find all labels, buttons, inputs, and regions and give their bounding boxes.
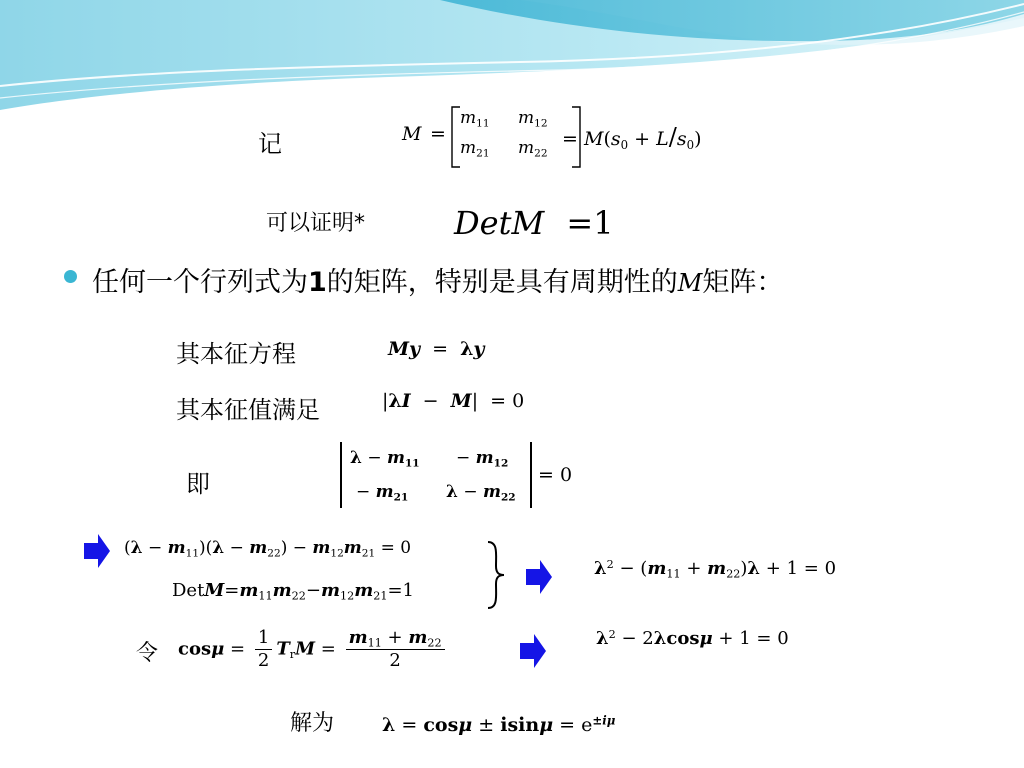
characteristic-equation-cos: $\lambda^2 - 2\lambda\cos\mu + 1 = 0$ <box>596 627 789 649</box>
label-let: 令 <box>136 641 159 666</box>
solution-formula: $\lambda = \cos\mu \pm isin\mu = e^{\pm i\mu}$ <box>382 713 616 736</box>
det-cell-12: − $m_{12}$ <box>456 448 509 470</box>
matrix-lhs: M <box>402 123 422 145</box>
bullet-icon <box>64 270 77 283</box>
matrix-body <box>460 108 576 158</box>
matrix-cell-22: $m_{22}$ <box>518 138 548 160</box>
characteristic-equation: $\lambda^2 - (m_{11} + m_{22})\lambda + 1 = 0$ <box>594 557 837 581</box>
cos-mu-definition: cosμ = $\frac{1}{2}$ $T_rM$ = $\frac{m_{11} + m_{22}}{2}$ <box>178 628 449 671</box>
matrix-cell-11: $m_{11}$ <box>460 108 490 130</box>
det-bar-right <box>530 442 532 508</box>
label-solution: 解为 <box>290 711 335 736</box>
bullet-text: 任何一个行列式为1的矩阵，特别是具有周期性的M矩阵： <box>92 267 784 298</box>
det-cell-21: − $m_{21}$ <box>356 482 409 504</box>
matrix-cell-12: $m_{12}$ <box>518 108 548 130</box>
arrow-right-icon <box>520 634 546 668</box>
det-cell-22: $\lambda - m_{22}$ <box>446 482 516 504</box>
label-eigen-value: 其本征值满足 <box>176 396 320 424</box>
system-eq2: $DetM=m_{11}m_{22}-m_{12}m_{21}=1$ <box>172 580 414 603</box>
matrix-cell-21: $m_{21}$ <box>460 138 490 160</box>
matrix-rhs: = $M(s_0 + L/s_0)$ <box>562 123 702 152</box>
system-eq1: $(\lambda - m_{11})(\lambda - m_{22}) - m_{12}m_{21} = 0$ <box>124 538 412 560</box>
det-cell-11: $\lambda - m_{11}$ <box>350 448 420 470</box>
label-proof: 可以证明* <box>266 211 366 236</box>
equals-sign: = <box>430 123 446 145</box>
det-result: = 0 <box>538 464 573 486</box>
eigen-value-condition: |λI − M| = 0 <box>382 390 525 412</box>
arrow-right-icon <box>526 560 552 594</box>
label-eigen-equation: 其本征方程 <box>176 340 296 368</box>
det-bar-left <box>340 442 342 508</box>
determinant <box>340 442 590 510</box>
det-equation: DetM =1 <box>454 204 614 242</box>
eigen-equation: My = λy <box>388 338 485 360</box>
label-namely: 即 <box>186 470 210 498</box>
label-define: 记 <box>258 130 282 158</box>
arrow-right-icon <box>84 534 110 568</box>
brace-right <box>484 540 508 610</box>
